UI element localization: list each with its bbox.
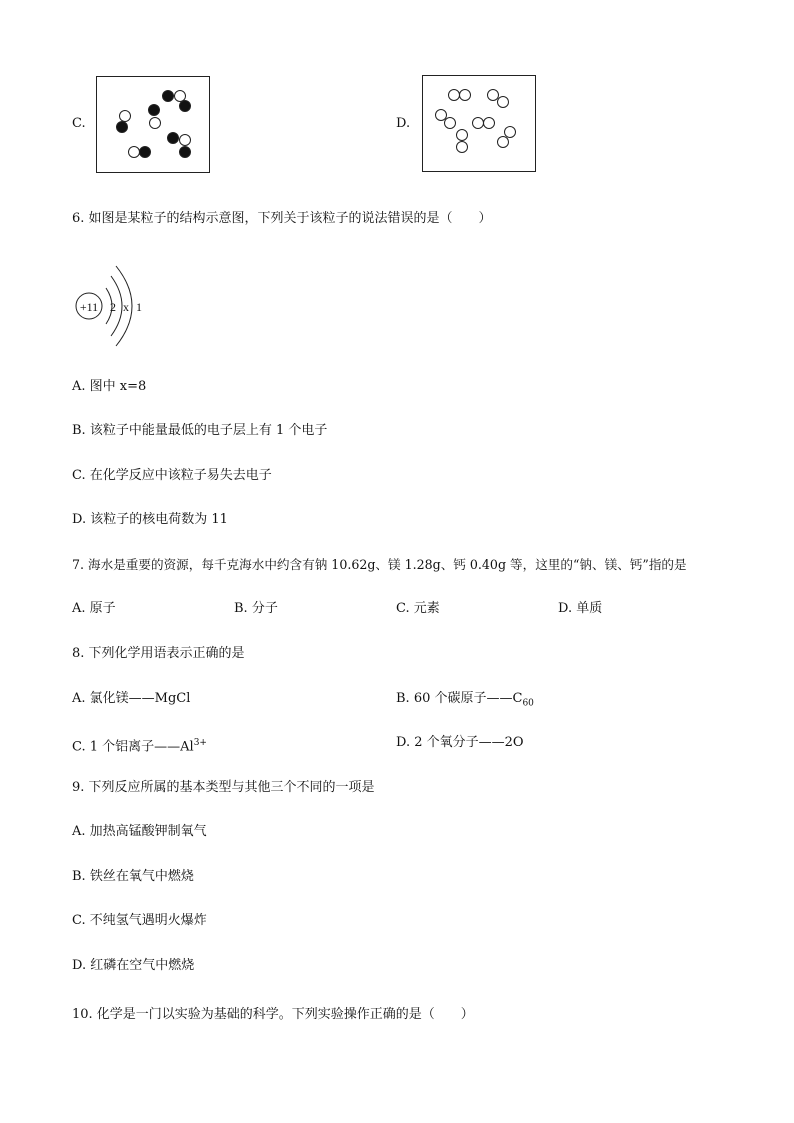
q8-option-c-text: C. 1 个铝离子——Al	[72, 739, 194, 755]
atom-structure-svg	[70, 258, 160, 354]
q9-stem: 9. 下列反应所属的基本类型与其他三个不同的一项是	[72, 780, 375, 795]
black-atom	[163, 91, 174, 102]
q7-option-d: D. 单质	[558, 601, 603, 616]
option-d-label: D.	[396, 116, 411, 131]
white-atom	[180, 135, 191, 146]
black-atom	[168, 133, 179, 144]
atom-structure-diagram	[70, 258, 160, 354]
white-atom	[498, 97, 509, 108]
white-atom	[498, 137, 509, 148]
q6-option-a: A. 图中 x=8	[72, 379, 147, 394]
q10-stem: 10. 化学是一门以实验为基础的科学。下列实验操作正确的是（ ）	[72, 1007, 474, 1022]
shell-1-electrons: 2	[110, 300, 116, 314]
white-atom	[150, 118, 161, 129]
black-atom	[140, 147, 151, 158]
q8-option-b-text: B. 60 个碳原子——C	[396, 691, 523, 706]
white-atom	[129, 147, 140, 158]
q8-option-a: A. 氯化镁——MgCl	[72, 691, 191, 706]
white-atom	[460, 90, 471, 101]
white-atom	[445, 118, 456, 129]
black-atom	[180, 101, 191, 112]
q9-option-c: C. 不纯氢气遇明火爆炸	[72, 913, 207, 928]
q7-stem: 7. 海水是重要的资源，每千克海水中约含有钠 10.62g、镁 1.28g、钙 0.40g 等，这里的“钠、镁、钙”指的是	[72, 557, 687, 572]
q8-option-b-subscript: 60	[522, 698, 534, 709]
mixed-particles-figure	[97, 77, 209, 172]
white-atom	[473, 118, 484, 129]
black-atom	[180, 147, 191, 158]
black-atom	[117, 122, 128, 133]
white-atom	[484, 118, 495, 129]
q7-option-b: B. 分子	[234, 601, 278, 616]
q9-option-b: B. 铁丝在氧气中燃烧	[72, 869, 194, 884]
white-atom	[175, 91, 186, 102]
white-atom	[449, 90, 460, 101]
q8-option-b	[396, 690, 534, 713]
option-c-label: C.	[72, 116, 86, 131]
q6-option-d: D. 该粒子的核电荷数为 11	[72, 512, 228, 527]
option-c-particle-diagram	[96, 76, 210, 173]
q7-option-c: C. 元素	[396, 601, 440, 616]
q9-option-d: D. 红磷在空气中燃烧	[72, 958, 195, 973]
q8-option-d: D. 2 个氧分子——2O	[396, 735, 524, 750]
q6-option-b: B. 该粒子中能量最低的电子层上有 1 个电子	[72, 423, 328, 438]
black-atom	[149, 105, 160, 116]
shell-2-electrons: x	[123, 300, 129, 314]
q8-option-c-superscript: 3+	[193, 738, 207, 748]
q6-option-c: C. 在化学反应中该粒子易失去电子	[72, 468, 272, 483]
white-atom	[457, 130, 468, 141]
white-atom	[488, 90, 499, 101]
option-d-particle-diagram	[422, 75, 536, 172]
q6-stem: 6. 如图是某粒子的结构示意图，下列关于该粒子的说法错误的是（ ）	[72, 211, 492, 226]
q8-option-c	[72, 734, 207, 756]
white-molecules-figure	[423, 76, 535, 171]
white-atom	[505, 127, 516, 138]
white-atom	[436, 110, 447, 121]
q9-option-a: A. 加热高锰酸钾制氧气	[72, 824, 207, 839]
nucleus-charge: +11	[79, 300, 99, 314]
shell-3-electrons: 1	[136, 300, 142, 314]
q7-option-a: A. 原子	[72, 601, 116, 616]
q8-stem: 8. 下列化学用语表示正确的是	[72, 646, 245, 661]
white-atom	[457, 142, 468, 153]
white-atom	[120, 111, 131, 122]
